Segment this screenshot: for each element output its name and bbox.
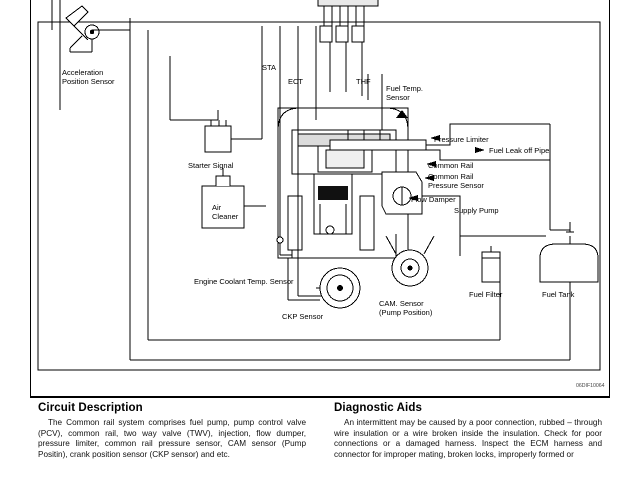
label-supply-pump: Supply Pump <box>454 206 499 215</box>
label-fuel-temp-sensor: Fuel Temp. Sensor <box>386 84 423 102</box>
label-fuel-filter: Fuel Filter <box>469 290 503 299</box>
section-divider <box>30 396 610 397</box>
label-engine-coolant-temp-sensor: Engine Coolant Temp. Sensor <box>194 277 294 286</box>
label-air-cleaner: Air Cleaner <box>212 203 239 221</box>
label-fuel-tank: Fuel Tank <box>542 290 575 299</box>
label-thf: THF <box>356 77 371 86</box>
label-pressure-limiter: Pressure Limiter <box>434 135 489 144</box>
circuit-description-title: Circuit Description <box>38 402 143 414</box>
fuel-system-diagram <box>30 0 610 398</box>
label-ckp-sensor: CKP Sensor <box>282 312 324 321</box>
diagnostic-aids-title: Diagnostic Aids <box>334 402 422 414</box>
label-fuel-leak-off-pipe: Fuel Leak off Pipe <box>489 146 550 155</box>
label-ect: ECT <box>288 77 303 86</box>
diagnostic-aids-section <box>334 402 602 460</box>
page-margin-left <box>0 0 26 480</box>
circuit-description-body: The Common rail system comprises fuel pump, pump control valve (PCV), common rail, two way valve (TWV), injection, flow dumper, pressure limiter, common rail pressure sensor, CAM sensor (Pump Positin), crank position sensor (CKP sensor) and etc. <box>38 418 306 459</box>
figure-code: 06DIF10064 <box>576 383 605 389</box>
label-common-rail: Common Rail <box>428 161 474 170</box>
diagnostic-aids-body: An intermittent may be caused by a poor connection, rubbed – through wire insulation or a wire broken inside the insulation. Check for poor connections or a damaged harness. Inspect the ECM harness and connector for improper mating, broken locks, improperly formed or <box>334 418 602 459</box>
label-acceleration-position-sensor: Acceleration Position Sensor <box>62 68 115 86</box>
page-margin-right <box>614 0 640 480</box>
label-cam-sensor: CAM. Sensor (Pump Position) <box>379 299 433 317</box>
label-flow-damper: Flow Damper <box>411 195 456 204</box>
label-sta: STA <box>262 63 277 72</box>
circuit-description-section <box>38 402 306 460</box>
label-common-rail-pressure-sensor: Common Rail Pressure Sensor <box>428 172 484 190</box>
label-starter-signal: Starter Signal <box>188 161 234 170</box>
